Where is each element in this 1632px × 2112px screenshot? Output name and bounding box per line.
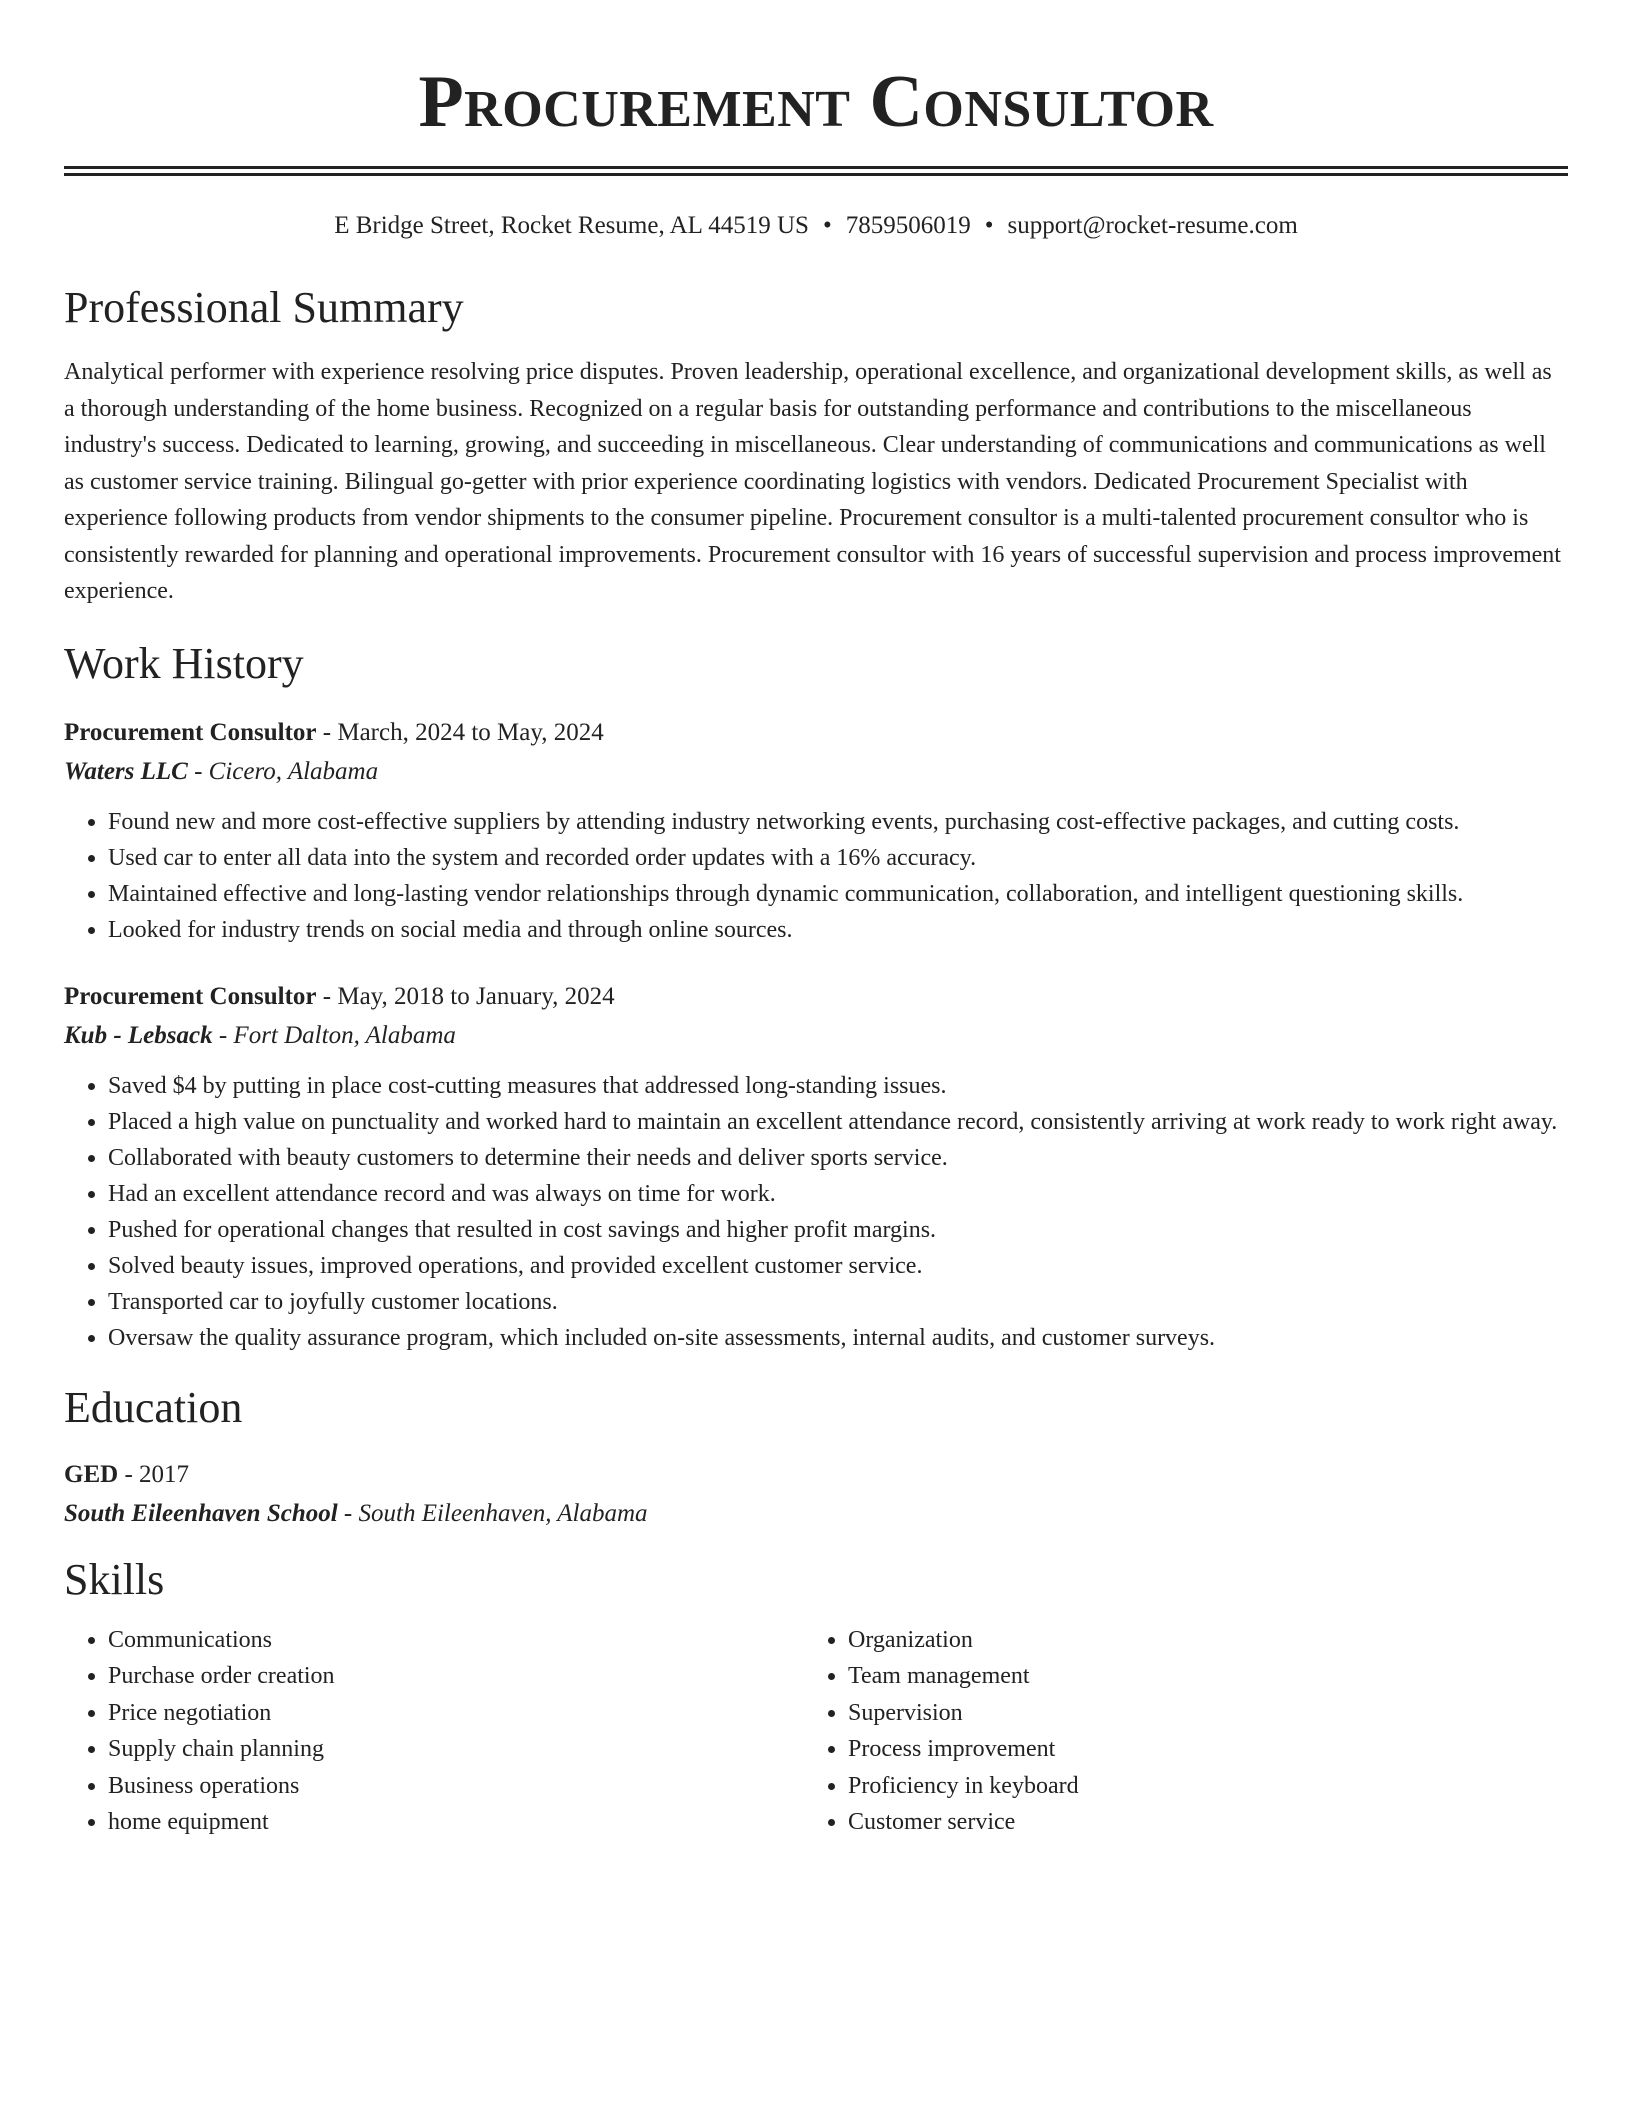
skill-item: • Customer service [848,1804,1504,1841]
job-title: Procurement Consultor [64,982,317,1010]
skill-item: • Organization [848,1622,1504,1659]
education-header [64,1456,1568,1494]
section-heading-education: Education [64,1382,243,1432]
education-school: South Eileenhaven School [64,1499,338,1527]
job-bullet: • Placed a high value on punctuality and worked hard to maintain an excellent attendance record, consistently arriving at work ready to work right away. [108,1104,1568,1140]
job-location: - Cicero, Alabama [187,757,379,785]
job-bullet: • Had an excellent attendance record and was always on time for work. [108,1176,1568,1212]
job-bullets [64,804,1568,948]
skills-columns [64,1622,1568,1841]
candidate-name: Procurement Consultor [418,61,1214,143]
skill-item: • Team management [848,1658,1504,1695]
skill-item: • Supply chain planning [108,1731,762,1768]
job-bullet: • Solved beauty issues, improved operations, and provided excellent customer service. [108,1248,1568,1284]
job-header [64,978,1568,1016]
job-bullet: • Saved $4 by putting in place cost-cutting measures that addressed long-standing issues. [108,1068,1568,1104]
job-location: - Fort Dalton, Alabama [212,1021,456,1049]
skill-item: • home equipment [108,1804,762,1841]
job-bullet: • Looked for industry trends on social media and through online sources. [108,912,1568,948]
skills-list-left [64,1622,762,1841]
job-employer [64,752,1568,792]
job-bullet: • Pushed for operational changes that resulted in cost savings and higher profit margins. [108,1212,1568,1248]
education-degree: GED [64,1460,119,1488]
contact-separator: • [822,212,832,239]
resume-page [64,0,1568,1841]
job-employer [64,1016,1568,1056]
skill-item: • Supervision [848,1695,1504,1732]
job-bullets [64,1068,1568,1356]
job-dates: - May, 2018 to January, 2024 [316,982,615,1010]
job-header [64,714,1568,752]
skill-item: • Business operations [108,1768,762,1805]
contact-address: E Bridge Street, Rocket Resume, AL 44519 US [334,212,809,239]
header-divider [64,166,1568,176]
job-entry [64,978,1568,1356]
skills-list-right [804,1622,1504,1841]
job-company: Kub - Lebsack [64,1021,213,1049]
job-bullet: • Used car to enter all data into the system and recorded order updates with a 16% accuracy. [108,840,1568,876]
education-school-line [64,1494,1568,1534]
skill-item: • Purchase order creation [108,1658,762,1695]
contact-phone: 7859506019 [845,212,971,239]
contact-email: support@rocket-resume.com [1007,212,1298,239]
job-dates: - March, 2024 to May, 2024 [316,718,604,746]
education-location: - South Eileenhaven, Alabama [337,1499,648,1527]
summary-text: Analytical performer with experience resolving price disputes. Proven leadership, operational excellence, and organizational development skills, as well as a thorough understanding of the home business. Recognized on a regular basis for outstanding performance and contributions to the miscellaneous industry's success. Dedicated to learning, growing, and succeeding in miscellaneous. Clear understanding of communications and communications as well as customer service training. Bilingual go-getter with prior experience coordinating logistics with vendors. Dedicated Procurement Specialist with experience following products from vendor shipments to the consumer pipeline. Procurement consultor is a multi-talented procurement consultor who is consistently rewarded for planning and operational improvements. Procurement consultor with 16 years of successful supervision and process improvement experience. [64,359,1561,604]
section-heading-skills: Skills [64,1554,165,1604]
job-bullet: • Collaborated with beauty customers to determine their needs and deliver sports service. [108,1140,1568,1176]
job-bullet: • Transported car to joyfully customer locations. [108,1284,1568,1320]
contact-separator: • [984,212,994,239]
job-entry [64,714,1568,948]
section-heading-work-history: Work History [64,638,304,688]
job-bullet: • Oversaw the quality assurance program, which included on-site assessments, internal audits, and customer surveys. [108,1320,1568,1356]
job-bullet: • Found new and more cost-effective suppliers by attending industry networking events, purchasing cost-effective packages, and cutting costs. [108,804,1568,840]
job-company: Waters LLC [64,757,188,785]
skill-item: • Process improvement [848,1731,1504,1768]
section-heading-summary: Professional Summary [64,283,464,332]
skill-item: • Proficiency in keyboard [848,1768,1504,1805]
skill-item: • Communications [108,1622,762,1659]
job-title: Procurement Consultor [64,718,317,746]
education-year: - 2017 [118,1460,190,1488]
contact-line [64,210,1568,242]
job-bullet: • Maintained effective and long-lasting vendor relationships through dynamic communication, collaboration, and intelligent questioning skills. [108,876,1568,912]
skill-item: • Price negotiation [108,1695,762,1732]
